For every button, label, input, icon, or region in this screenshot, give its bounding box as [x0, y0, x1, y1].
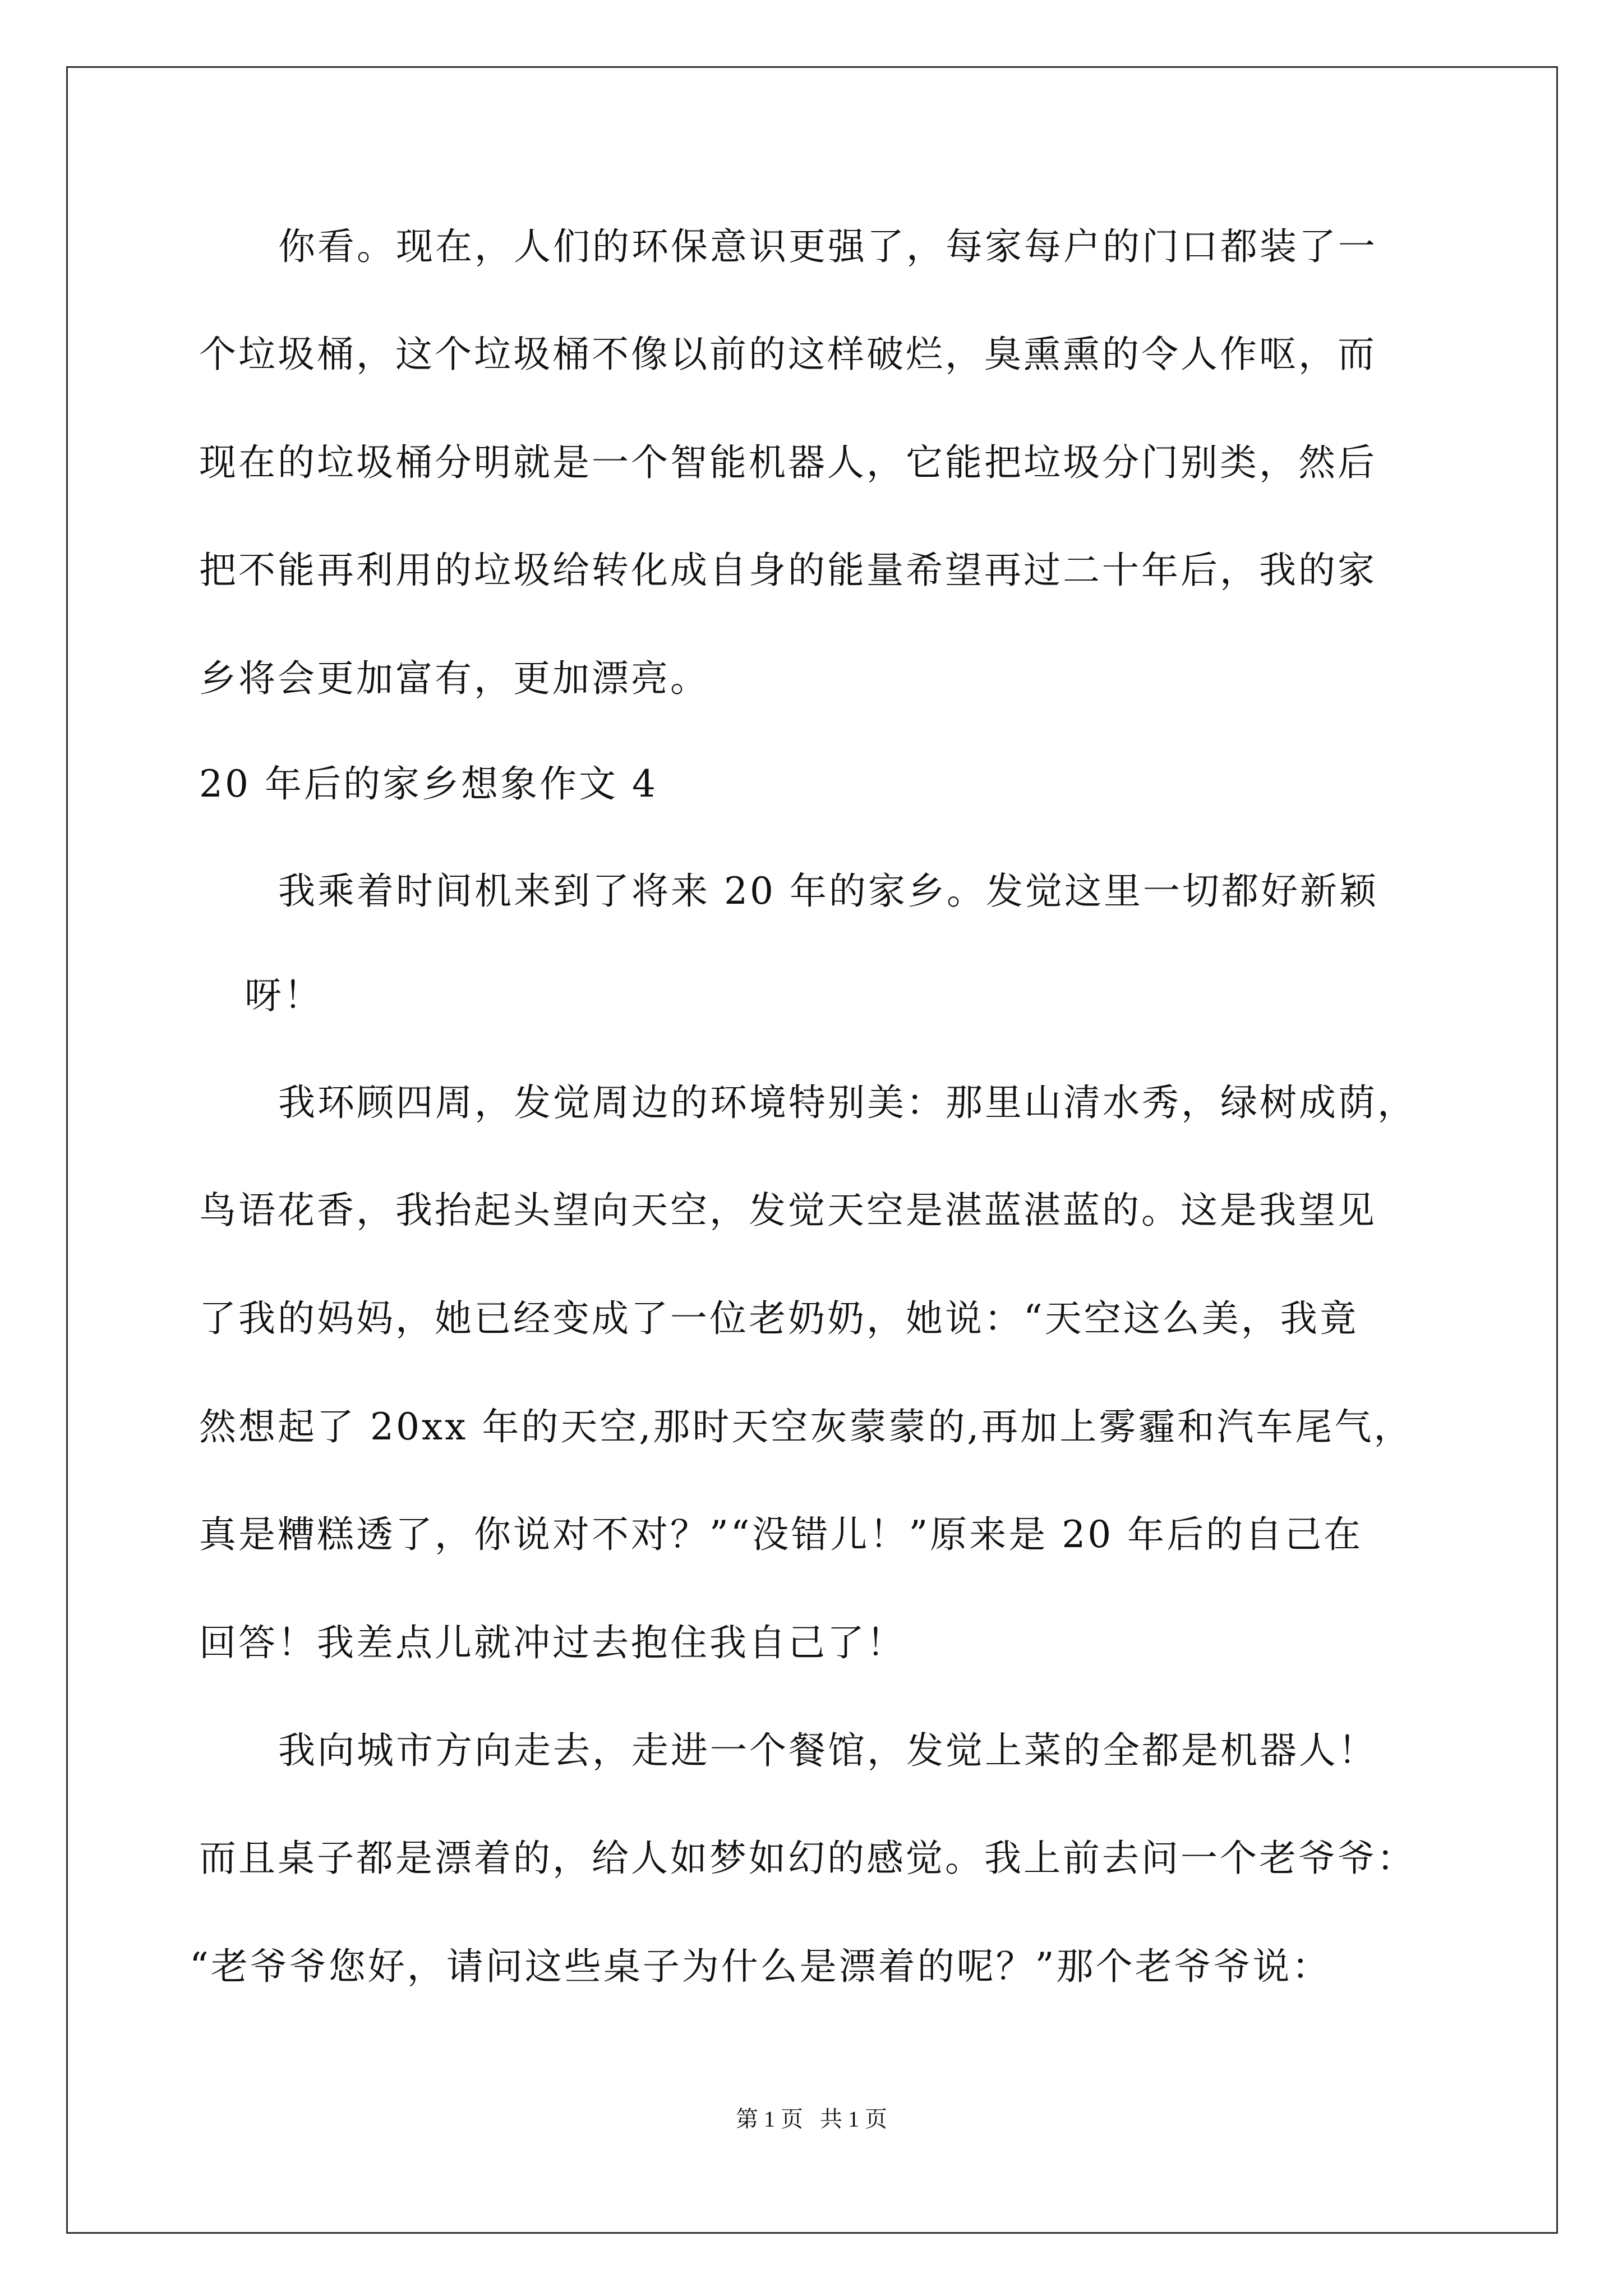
paragraph-line: 了我的妈妈，她已经变成了一位老奶奶，她说：“天空这么美，我竟 [199, 1297, 1359, 1340]
paragraph-line: 鸟语花香，我抬起头望向天空，发觉天空是湛蓝湛蓝的。这是我望见 [199, 1189, 1377, 1232]
paragraph-line: 把不能再利用的垃圾给转化成自身的能量希望再过二十年后，我的家 [199, 549, 1377, 592]
paragraph-line: 真是糟糕透了，你说对不对？”“没错儿！”原来是 20 年后的自己在 [199, 1513, 1363, 1556]
paragraph-line: 我向城市方向走去，走进一个餐馆，发觉上菜的全都是机器人！ [278, 1729, 1377, 1772]
paragraph-line: 我乘着时间机来到了将来 20 年的家乡。发觉这里一切都好新颖 [278, 869, 1378, 913]
paragraph-line: 现在的垃圾桶分明就是一个智能机器人，它能把垃圾分门别类，然后 [199, 441, 1377, 484]
paragraph-line: 个垃圾桶，这个垃圾桶不像以前的这样破烂，臭熏熏的令人作呕，而 [199, 333, 1377, 376]
section-heading: 20 年后的家乡想象作文 4 [199, 762, 658, 806]
paragraph-line: 你看。现在，人们的环保意识更强了，每家每户的门口都装了一 [278, 225, 1377, 268]
paragraph-line: 呀！ [245, 974, 323, 1017]
page-frame [66, 66, 1558, 2234]
paragraph-line: 我环顾四周，发觉周边的环境特别美：那里山清水秀，绿树成荫， [278, 1081, 1417, 1124]
paragraph-line: 回答！我差点儿就冲过去抱住我自己了！ [199, 1621, 906, 1664]
paragraph-line: 乡将会更加富有，更加漂亮。 [199, 657, 709, 700]
paragraph-line: 而且桌子都是漂着的，给人如梦如幻的感觉。我上前去问一个老爷爷： [199, 1837, 1416, 1880]
paragraph-line: 然想起了 20xx 年的天空,那时天空灰蒙蒙的,再加上雾霾和汽车尾气， [199, 1405, 1413, 1448]
paragraph-line: “老爷爷您好，请问这些桌子为什么是漂着的呢？”那个老爷爷说： [190, 1945, 1331, 1988]
page-number: 第 1 页 共 1 页 [736, 2106, 887, 2132]
